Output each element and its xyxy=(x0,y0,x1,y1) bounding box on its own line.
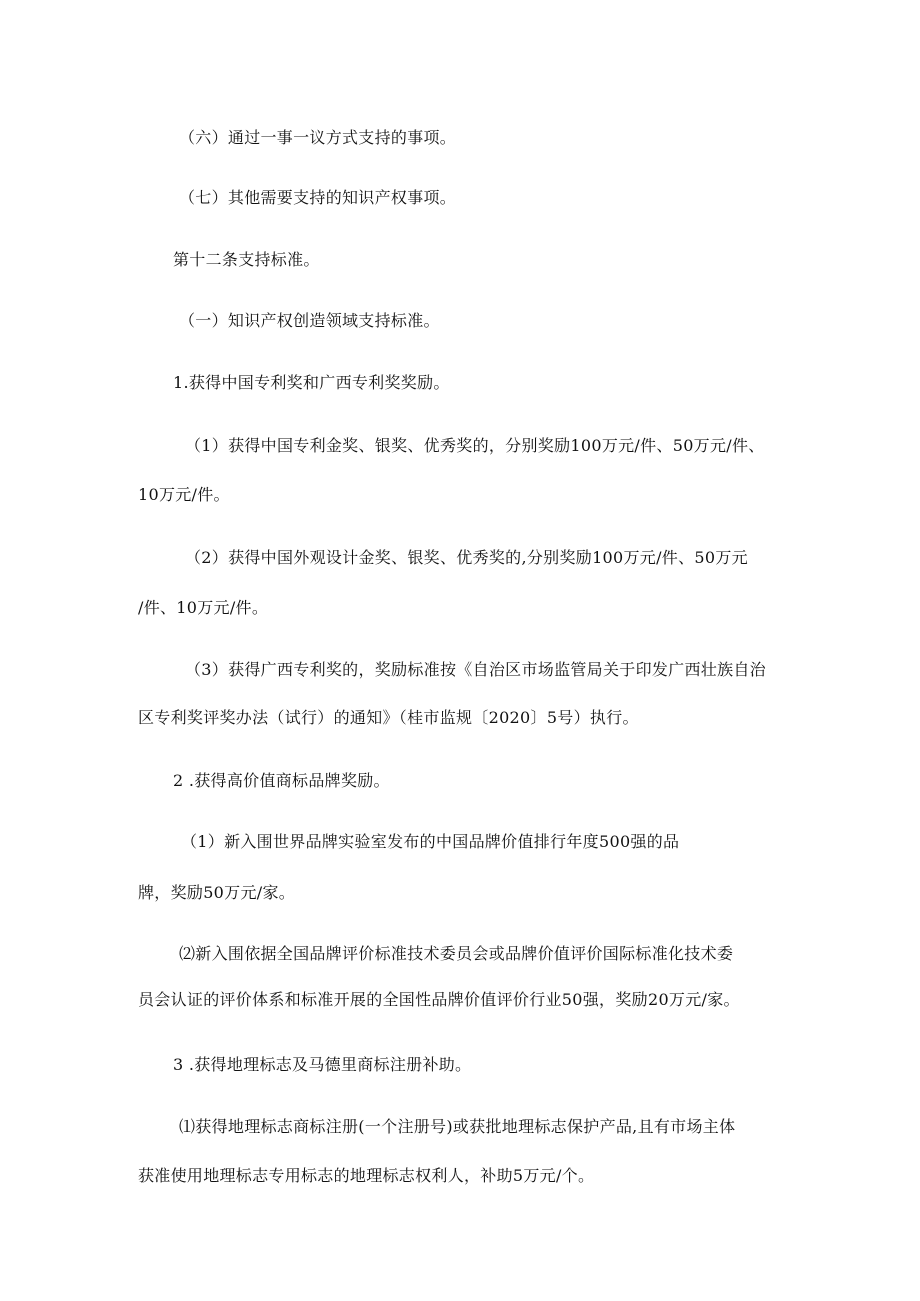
subsection-3-heading: 3 .获得地理标志及马德里商标注册补助。 xyxy=(173,1055,472,1074)
clause-3-1-line-2: 获准使用地理标志专用标志的地理标志权利人，补助5万元/个。 xyxy=(138,1166,595,1185)
clause-1-2-line-2: /件、10万元/件。 xyxy=(138,598,269,617)
section-1-heading: （一）知识产权创造领域支持标准。 xyxy=(179,311,440,330)
subsection-1-heading: 1.获得中国专利奖和广西专利奖奖励。 xyxy=(173,373,450,392)
clause-1-3-line-2: 区专利奖评奖办法（试行）的通知》（桂市监规〔2020〕5号）执行。 xyxy=(138,708,639,727)
clause-1-2-line-1: （2）获得中国外观设计金奖、银奖、优秀奖的,分别奖励100万元/件、50万元 xyxy=(185,548,748,567)
clause-1-3-line-1: （3）获得广西专利奖的，奖励标准按《自治区市场监管局关于印发广西壮族自治 xyxy=(185,660,766,679)
clause-1-1-line-2: 10万元/件。 xyxy=(138,485,230,504)
clause-3-1-line-1: ⑴获得地理标志商标注册(一个注册号)或获批地理标志保护产品,且有市场主体 xyxy=(179,1117,736,1136)
clause-2-2-line-1: ⑵新入围依据全国品牌评价标准技术委员会或品牌价值评价国际标准化技术委 xyxy=(179,944,734,963)
clause-2-1-line-1: （1）新入围世界品牌实验室发布的中国品牌价值排行年度500强的品 xyxy=(181,832,680,851)
clause-2-2-line-2: 员会认证的评价体系和标准开展的全国性品牌价值评价行业50强，奖励20万元/家。 xyxy=(138,990,740,1009)
clause-1-1-line-1: （1）获得中国专利金奖、银奖、优秀奖的，分别奖励100万元/件、50万元/件、 xyxy=(185,436,765,455)
clause-2-1-line-2: 牌，奖励50万元/家。 xyxy=(138,883,296,902)
paragraph-item-6: （六）通过一事一议方式支持的事项。 xyxy=(179,128,457,147)
subsection-2-heading: 2 .获得高价值商标品牌奖励。 xyxy=(173,771,390,790)
paragraph-item-7: （七）其他需要支持的知识产权事项。 xyxy=(179,188,457,207)
article-12-heading: 第十二条支持标准。 xyxy=(173,250,320,269)
